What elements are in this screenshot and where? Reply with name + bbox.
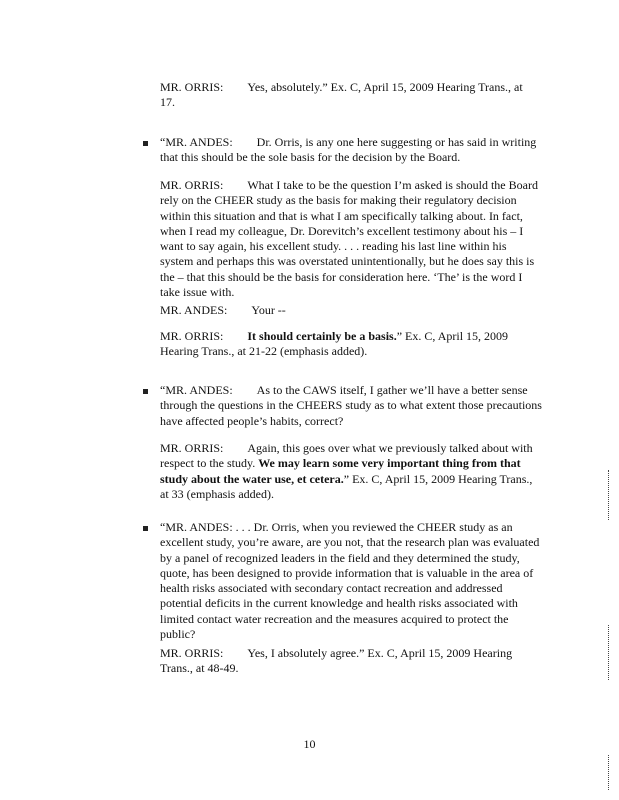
andes-question-3: “MR. ANDES: . . . Dr. Orris, when you reviewed the CHEER study as an excellent study, you’re aware, are you not, that the research plan was evaluated by a panel of recognized leaders in the field and they determined the study, quote, has been designed to provide information that is valuable in the area of health risks associated with secondary contact recreation and addressed potential deficits in the current knowledge and health risks associated with limited contact water recreation and the measures acquired to protect the public? [160, 520, 540, 642]
emphasized-text: We may learn some very important thing from that study about the water use, et cetera. [160, 456, 521, 486]
citation: ” Ex. C, April 15, 2009 Hearing Trans., at 33 (emphasis added). [160, 471, 533, 501]
bullet-marker [143, 389, 148, 394]
orris-answer-1: MR. ORRIS: What I take to be the question I’m asked is should the Board rely on the CHEER study as the basis for making their regulatory decision within this situation and that is what I am specifically talking about. In fact, when I read my colleague, Dr. Dorevitch’s excellent testimony about his – I want to say again, his excellent study. . . . reading his last line within his system and perhaps this was overstated unintentionally, but he does say this is the – that this should be the basis for consideration here. ‘The’ is the word I take issue with. [160, 178, 538, 300]
orris-answer-3: MR. ORRIS: Yes, I absolutely agree.” Ex. C, April 15, 2009 Hearing Trans., at 48-49. [160, 646, 513, 676]
page-number: 10 [303, 737, 316, 751]
scan-mark [608, 755, 610, 790]
emphasized-text: It should certainly be a basis. [247, 329, 397, 343]
scan-mark [608, 625, 610, 680]
orris-answer-continued [160, 80, 542, 111]
andes-interjection: MR. ANDES: Your -- [160, 303, 286, 317]
speaker-label: MR. ORRIS: [160, 329, 248, 343]
bullet-marker [143, 526, 148, 531]
andes-question-2: “MR. ANDES: As to the CAWS itself, I gather we’ll have a better sense through the questions in the CHEERS study as to what extent those precautions have affected people’s habits, correct? [160, 383, 542, 428]
text-line: MR. ORRIS: Yes, absolutely.” Ex. C, April 15, 2009 Hearing Trans., at [160, 80, 523, 94]
andes-question-1: “MR. ANDES: Dr. Orris, is any one here suggesting or has said in writing that this should be the sole basis for the decision by the Board. [160, 135, 537, 165]
answer-text: MR. ORRIS: Again, this goes over what we previously talked about with respect to the study. [160, 441, 533, 471]
orris-answer-1-closing [160, 329, 542, 360]
scan-mark [608, 470, 610, 520]
text-line: 17. [160, 95, 175, 110]
bullet-marker [143, 141, 148, 146]
citation: ” Ex. C, April 15, 2009 Hearing Trans., at 21-22 (emphasis added). [160, 329, 509, 359]
orris-answer-2 [160, 441, 542, 502]
